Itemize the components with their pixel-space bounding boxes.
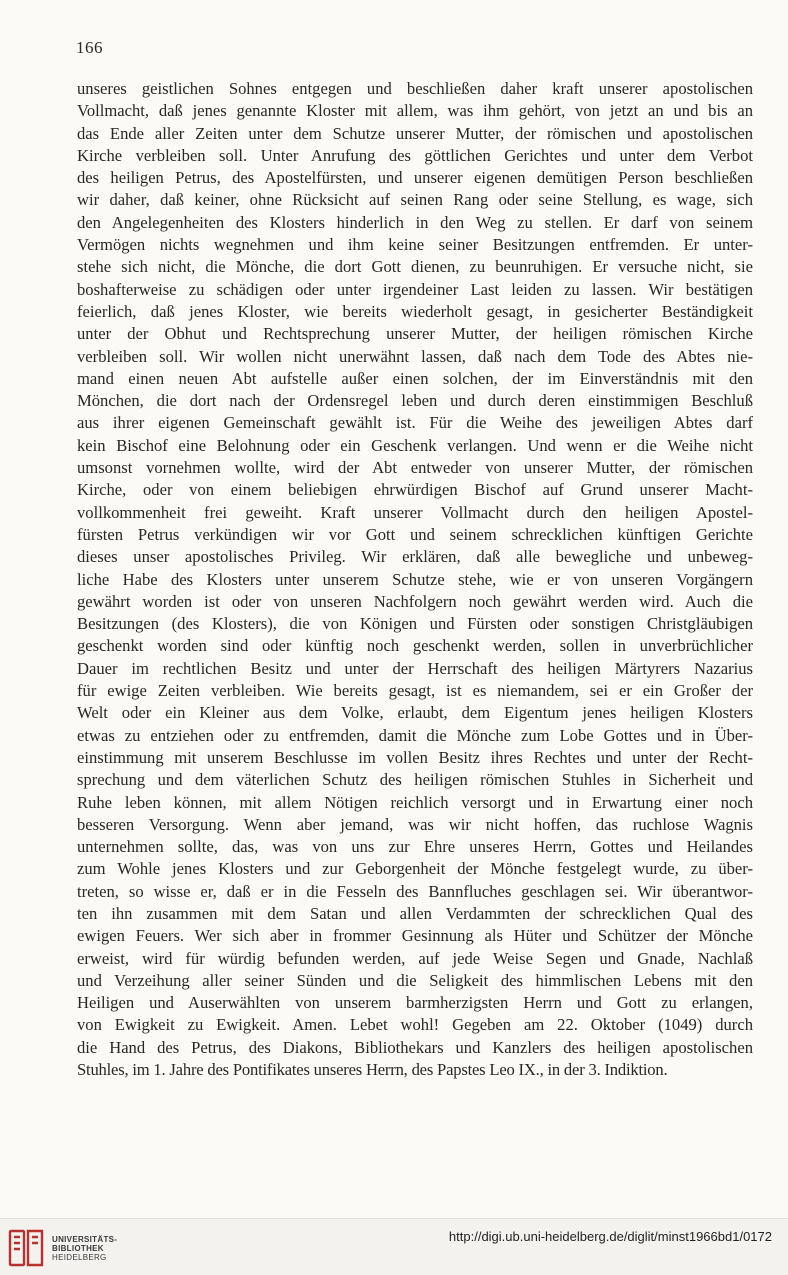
library-name [52, 1235, 117, 1262]
text-line: Besitzungen (des Klosters), die von Königen und Fürsten oder sonstigen Christgläubigen [77, 614, 753, 634]
page-number: 166 [76, 38, 103, 57]
text-line: stehe sich nicht, die Mönche, die dort Gott dienen, zu beunruhigen. Er versuche nicht, sie [77, 257, 753, 277]
text-line: ewigen Feuers. Wer sich aber in frommer Gesinnung als Hüter und Schützer der Mönche [77, 926, 753, 946]
library-name-line3: HEIDELBERG [52, 1253, 107, 1262]
text-line: den Angelegenheiten des Klosters hinderlich in den Weg zu stellen. Er darf von seinem [77, 212, 753, 232]
library-name-line2: BIBLIOTHEK [52, 1244, 104, 1253]
text-line: verbleiben soll. Wir wollen nicht unerwähnt lassen, daß nach dem Tode des Abtes nie- [77, 346, 753, 366]
text-line: Vollmacht, daß jenes genannte Kloster mit allem, was ihm gehört, von jetzt an und bis an [77, 101, 753, 121]
text-line: Kirche verbleiben soll. Unter Anrufung des göttlichen Gerichtes und unter dem Verbot [77, 145, 753, 165]
text-line: des heiligen Petrus, des Apostelfürsten, und unserer eigenen demütigen Person beschließen [77, 168, 753, 188]
text-line: aus ihrer eigenen Gemeinschaft gewählt ist. Für die Weihe des jeweiligen Abtes darf [77, 413, 753, 433]
text-line: geschenkt worden sind oder künftig noch geschenkt werden, sollen in unverbrüchlicher [77, 636, 753, 656]
text-line: vollkommenheit frei geweiht. Kraft unserer Vollmacht durch den heiligen Apostel- [77, 502, 753, 522]
text-line: zum Wohle jenes Klosters und zur Geborgenheit der Mönche festgelegt wurde, zu über- [77, 859, 753, 879]
footer-bar [0, 1218, 788, 1275]
text-line: unseres geistlichen Sohnes entgegen und beschließen daher kraft unserer apostolischen [77, 79, 753, 98]
text-line: Welt oder ein Kleiner aus dem Volke, erlaubt, dem Eigentum jenes heiligen Klosters [77, 703, 753, 723]
text-line: Dauer im rechtlichen Besitz und unter der Herrschaft des heiligen Märtyrers Nazarius [77, 658, 753, 678]
text-line: das Ende aller Zeiten unter dem Schutze unserer Mutter, der römischen und apostolischen [77, 123, 753, 143]
text-line: die Hand des Petrus, des Diakons, Bibliothekars und Kanzlers des heiligen apostolischen [77, 1037, 753, 1057]
text-line: Heiligen und Auserwählten von unserem barmherzigsten Herrn und Gott zu erlangen, [77, 993, 753, 1013]
text-line: Vermögen nichts wegnehmen und ihm keine seiner Besitzungen entfremden. Er unter- [77, 235, 753, 255]
university-library-logo-icon [8, 1229, 48, 1267]
text-line: für ewige Zeiten verbleiben. Wie bereits gesagt, ist es niemandem, sei er ein Großer der [77, 681, 753, 701]
text-line: treten, so wisse er, daß er in die Fesseln des Bannfluches geschlagen sei. Wir überantwor- [77, 881, 753, 901]
text-line: etwas zu entziehen oder zu entfremden, damit die Mönche zum Lobe Gottes und in Über- [77, 725, 753, 745]
text-line: besseren Versorgung. Wenn aber jemand, was wir nicht hoffen, das ruchlose Wagnis [77, 814, 753, 834]
text-line: ten ihn zusammen mit dem Satan und allen Verdammten der schrecklichen Qual des [77, 903, 753, 923]
text-line: boshafterweise zu schädigen oder unter irgendeiner Last leiden zu lassen. Wir bestätigen [77, 279, 753, 299]
text-line: umsonst vornehmen wollte, wird der Abt entweder von unserer Mutter, der römischen [77, 458, 753, 478]
text-line: mand einen neuen Abt aufstelle außer einen solchen, der im Einverständnis mit den [77, 368, 753, 388]
text-line: feierlich, daß jenes Kloster, wie bereits wiederholt gesagt, in gesicherter Beständigkeit [77, 301, 753, 321]
text-line: kein Bischof eine Belohnung oder ein Geschenk verlangen. Und wenn er die Weihe nicht [77, 435, 753, 455]
text-line: von Ewigkeit zu Ewigkeit. Amen. Lebet wohl! Gegeben am 22. Oktober (1049) durch [77, 1015, 753, 1035]
text-line: und Verzeihung aller seiner Sünden und die Seligkeit des himmlischen Lebens mit den [77, 970, 753, 990]
text-line: Mönchen, die dort nach der Ordensregel leben und durch deren einstimmigen Beschluß [77, 391, 753, 411]
library-name-line1: UNIVERSITÄTS- [52, 1235, 118, 1244]
source-url-link[interactable]: http://digi.ub.uni-heidelberg.de/diglit/minst1966bd1/0172 [448, 1229, 772, 1244]
text-line: erweist, wird für würdig befunden werden, auf jede Weise Segen und Gnade, Nachlaß [77, 948, 753, 968]
body-text [77, 78, 753, 1081]
text-line: liche Habe des Klosters unter unserem Schutze stehe, wie er von unseren Vorgängern [77, 569, 753, 589]
text-line: dieses unser apostolisches Privileg. Wir erklären, daß alle bewegliche und unbeweg- [77, 547, 753, 567]
text-line: Kirche, oder von einem beliebigen ehrwürdigen Bischof auf Grund unserer Macht- [77, 480, 753, 500]
text-line-last: Stuhles, im 1. Jahre des Pontifikates unseres Herrn, des Papstes Leo IX., in der 3. Indiktion. [77, 1060, 668, 1080]
text-line: sprechung und dem väterlichen Schutz des heiligen römischen Stuhles in Sicherheit und [77, 770, 753, 790]
text-line: unter der Obhut und Rechtsprechung unserer Mutter, der heiligen römischen Kirche [77, 324, 753, 344]
text-line: fürsten Petrus verkündigen wir vor Gott und seinem schrecklichen künftigen Gerichte [77, 524, 753, 544]
text-line: unternehmen sollte, das, was von uns zur Ehre unseres Herrn, Gottes und Heilandes [77, 837, 753, 857]
logo-mark [10, 1231, 42, 1265]
text-line: einstimmung mit unserem Beschlusse im vollen Besitz ihres Rechtes und unter der Recht- [77, 747, 753, 767]
logo-lines [14, 1237, 38, 1249]
text-line: gewährt worden ist oder von unseren Nachfolgern noch gewährt werden wird. Auch die [77, 591, 753, 611]
text-line: wir daher, daß keiner, ohne Rücksicht auf seinen Rang oder seine Stellung, es wage, sich [77, 190, 753, 210]
text-line: Ruhe leben können, mit allem Nötigen reichlich versorgt und in Erwartung einer noch [77, 792, 753, 812]
